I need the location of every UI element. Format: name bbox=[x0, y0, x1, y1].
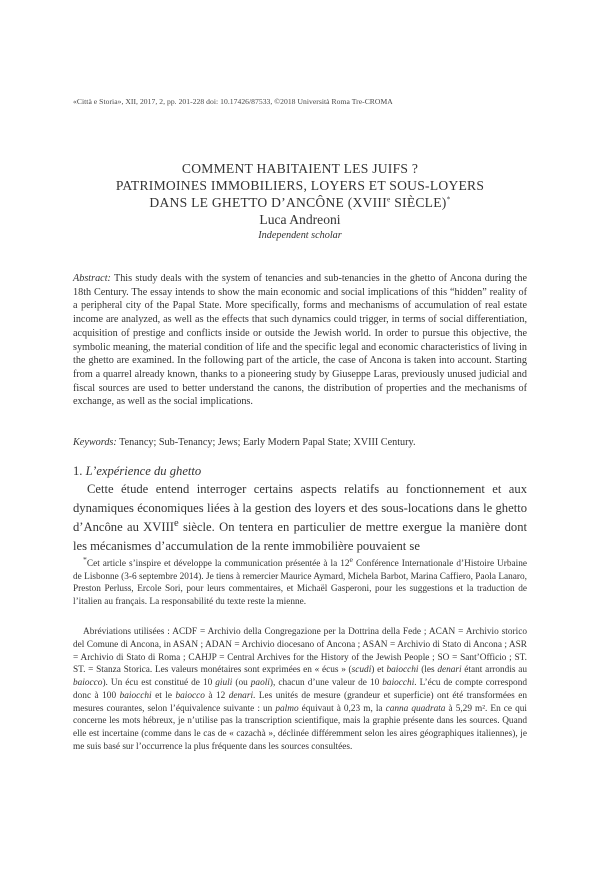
footnote-mark: * bbox=[83, 554, 87, 564]
title-superscript: e bbox=[386, 194, 391, 204]
fn2-text: à 12 bbox=[204, 690, 229, 701]
fn2-text: à 5,29 m². En ce qui concerne les mots hébreux, je n’utilise pas la transcription scientifique, mais la graphie présente dans les sources. Quand elle est incertaine (comme dans le cas de « cazachà », déclinée différemment selon les aires géographiques italiennes), je me suis basé sur l’occurrence la plus fréquente dans les sources consultées. bbox=[73, 703, 527, 752]
title-line-2: PATRIMOINES IMMOBILIERS, LOYERS ET SOUS-LOYERS bbox=[115, 178, 485, 193]
body-text bbox=[73, 480, 527, 556]
footnote1-text-end: Conférence Internationale d’Histoire Urbaine de Lisbonne (3-6 septembre 2014). Je tiens à remercier Maurice Aymard, Michela Barbot, Marina Caffiero, Paola Lanaro, Preston Perluss, Ercole Sori, pour leurs commentaires, et Michaël Gasperoni, pour les suggestions et la traduction de l’italien au français. La responsabilité du texte reste la mienne. bbox=[73, 559, 527, 607]
fn2-text: ), chacun d’une valeur de 10 bbox=[269, 678, 383, 688]
abstract-label: Abstract: bbox=[73, 273, 111, 284]
fn2-italic: baiocchi bbox=[382, 678, 415, 688]
journal-citation: «Città e Storia», XII, 2017, 2, pp. 201-228 doi: 10.17426/87533, ©2018 Università Roma Tre-CROMA bbox=[73, 97, 393, 106]
body-paragraph-text-end: siècle. On tentera en particulier de mettre exergue la manière dont les mécanismes d’accumulation de la rente immobilière pouvaient se bbox=[73, 519, 527, 553]
fn2-italic: baiocco bbox=[73, 678, 103, 688]
fn2-italic: paoli bbox=[250, 678, 270, 688]
footnote1-text: Cet article s’inspire et développe la communication présentée à la 12 bbox=[86, 559, 350, 569]
abstract-text: This study deals with the system of tenancies and sub-tenancies in the ghetto of Ancona during the 18th Century. The essay intends to show the main economic and social implications of this “hidden” reality of a peripheral city of the Papal State. More specifically, forms and mechanisms of accumulation of real estate income are analyzed, as well as the effects that such dynamics could trigger, in terms of social differentiation, acquisition of prestige and conflicts inside or outside the Jewish world. In order to pursue this objective, the symbolic meaning, the material condition of life and the specific legal and economic characteristics of living in the ghetto are examined. In the following part of the article, the case of Ancona is taken into account. Starting from a quarrel already known, thanks to a pioneering study by Giuseppe Laras, previously unused judicial and fiscal sources are used to better understand the canons, the distribution of properties and the mechanisms of exchange, as well as the social implications. bbox=[73, 273, 527, 408]
fn2-text: et le bbox=[151, 690, 176, 701]
keywords bbox=[73, 436, 527, 449]
title-line-3-end: SIÈCLE) bbox=[390, 195, 447, 210]
keywords-text: Tenancy; Sub-Tenancy; Jews; Early Modern Papal State; XVIII Century. bbox=[116, 437, 416, 448]
fn2-text: étant arrondis au bbox=[461, 665, 528, 676]
section-number: 1. bbox=[73, 464, 86, 478]
fn2-text: ) et bbox=[371, 665, 387, 676]
fn2-text: . L’écu de compte correspond donc à 100 bbox=[73, 678, 527, 701]
footnote-abbreviations bbox=[73, 626, 527, 754]
body-paragraph-text: Cette étude entend interroger certains aspects relatifs au fonctionnement et aux dynamiques économiques liées à la gestion des loyers et des sous-locations dans le ghetto d’Ancône au XVIII bbox=[73, 482, 527, 534]
abstract bbox=[73, 272, 527, 409]
section-title: L’expérience du ghetto bbox=[85, 464, 202, 478]
fn2-italic: denari bbox=[437, 665, 462, 676]
title-line-3-text: DANS LE GHETTO D’ANCÔNE (XVIII bbox=[149, 195, 387, 210]
fn2-text: (ou bbox=[232, 678, 251, 688]
fn2-italic: denari bbox=[228, 690, 254, 701]
fn2-italic: baiocchi bbox=[119, 690, 152, 701]
keywords-label: Keywords: bbox=[73, 437, 117, 448]
fn2-italic: palmo bbox=[275, 703, 299, 714]
body-paragraph bbox=[73, 480, 527, 556]
footnote-acknowledgements bbox=[73, 554, 527, 608]
fn2-text: ). Un écu est constitué de 10 bbox=[102, 678, 216, 688]
fn2-text: équivaut à 0,23 m, la bbox=[298, 703, 386, 714]
footnote1-superscript: e bbox=[349, 554, 353, 564]
title-line-3 bbox=[40, 194, 560, 211]
fn2-italic: giuli bbox=[215, 678, 233, 688]
fn2-text: . Les unités de mesure (grandeur et superficie) ont été transformées en mesures courantes, selon l’équivalence suivante : un bbox=[73, 690, 527, 714]
author-affiliation: Independent scholar bbox=[258, 230, 342, 241]
title-footnote-mark: * bbox=[446, 194, 451, 204]
section-heading bbox=[73, 463, 201, 479]
fn2-italic: baiocchi bbox=[386, 665, 419, 676]
body-superscript: e bbox=[173, 517, 179, 529]
title-block bbox=[40, 160, 560, 243]
fn2-italic: scudi bbox=[351, 665, 372, 676]
title-line-1: COMMENT HABITAIENT LES JUIFS ? bbox=[181, 161, 419, 176]
author-name: Luca Andreoni bbox=[259, 212, 341, 227]
fn2-italic: baiocco bbox=[175, 690, 205, 701]
fn2-italic: canna quadrata bbox=[385, 703, 446, 714]
fn2-text: (les bbox=[418, 665, 438, 676]
fn2-text: Abréviations utilisées : ACDF = Archivio della Congregazione per la Dottrina della Fede ; ACAN = Archivio storico del Comune di Ancona, in ASAN ; ADAN = Archivio diocesano of Ancona ; ASAN = Archivio di Stato di Ancona ; ASR = Archivio di Stato di Roma ; CAHJP = Central Archives for the History of the Jewish People ; SO = Sant’Officio ; ST. ST. = Stanza Storica. Les valeurs monétaires sont exprimées en « écus » ( bbox=[73, 627, 527, 676]
